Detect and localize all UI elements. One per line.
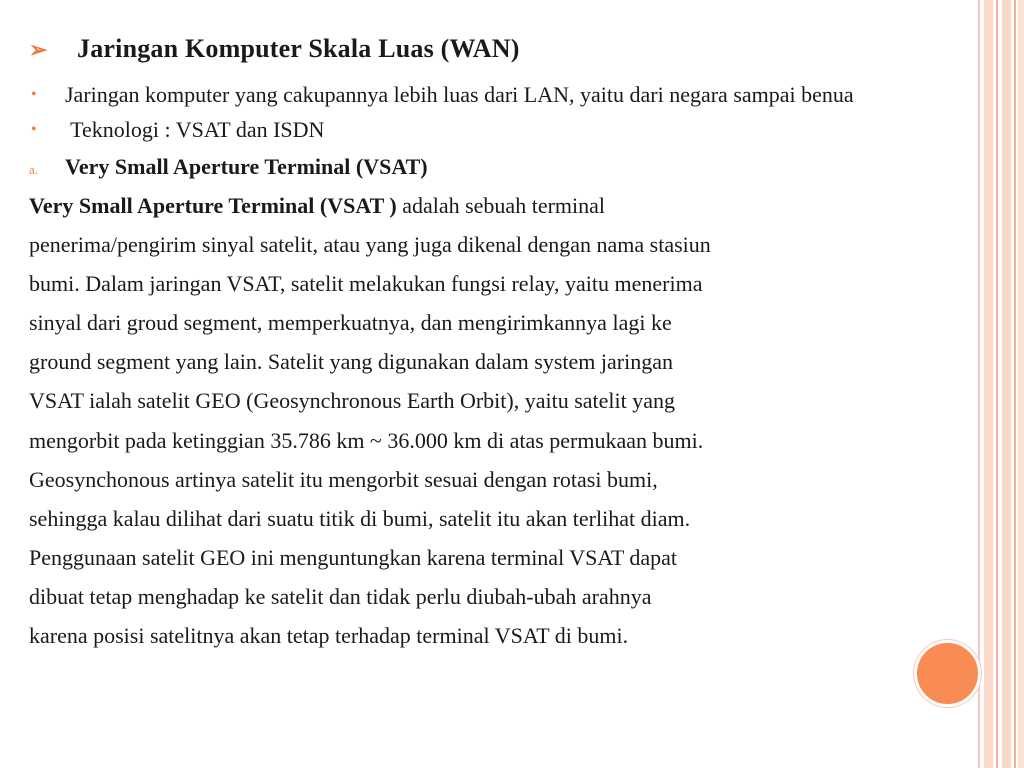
- stripe: [996, 0, 998, 768]
- slide-heading: Jaringan Komputer Skala Luas (WAN): [77, 34, 520, 63]
- paragraph-line: Penggunaan satelit GEO ini menguntungkan karena terminal VSAT dapat: [29, 544, 678, 570]
- paragraph-line: [29, 186, 971, 225]
- paragraph-lead: Very Small Aperture Terminal (VSAT ): [29, 193, 397, 218]
- paragraph-line: Geosynchonous artinya satelit itu mengorbit sesuai dengan rotasi bumi,: [29, 466, 658, 492]
- paragraph-line: ground segment yang lain. Satelit yang digunakan dalam system jaringan: [29, 349, 673, 375]
- bullet-item: [29, 115, 971, 144]
- bullet-text: Jaringan komputer yang cakupannya lebih luas dari LAN, yaitu dari negara sampai benua: [65, 82, 854, 107]
- paragraph-line: karena posisi satelitnya akan tetap terhadap terminal VSAT di bumi.: [29, 623, 629, 649]
- stripe: [1002, 0, 1011, 768]
- stripe: [1018, 0, 1024, 768]
- paragraph-line: penerima/pengirim sinyal satelit, atau yang juga dikenal dengan nama stasiun: [29, 232, 711, 258]
- subheading-row: [29, 152, 971, 184]
- paragraph-line: mengorbit pada ketinggian 35.786 km ~ 36.000 km di atas permukaan bumi.: [29, 427, 704, 453]
- bullet-item: [29, 80, 971, 109]
- paragraph-line: VSAT ialah satelit GEO (Geosynchronous Earth Orbit), yaitu satelit yang: [29, 388, 676, 414]
- stripe: [978, 0, 980, 768]
- body-paragraph: [29, 186, 971, 655]
- arrow-bullet-icon: ➢: [29, 37, 48, 62]
- subheading: Very Small Aperture Terminal (VSAT): [65, 154, 428, 179]
- stripe: [1014, 0, 1016, 768]
- bullet-text: Teknologi : VSAT dan ISDN: [65, 117, 325, 142]
- paragraph-line: bumi. Dalam jaringan VSAT, satelit melakukan fungsi relay, yaitu menerima: [29, 271, 703, 297]
- decorative-stripes: [978, 0, 1024, 768]
- paragraph-line: sehingga kalau dilihat dari suatu titik di bumi, satelit itu akan terlihat diam.: [29, 505, 691, 531]
- bullet-dot-icon: •: [31, 86, 37, 103]
- paragraph-line-text: adalah sebuah terminal: [396, 193, 606, 218]
- heading-row: [29, 34, 971, 74]
- stripe: [984, 0, 993, 768]
- paragraph-line: dibuat tetap menghadap ke satelit dan tidak perlu diubah-ubah arahnya: [29, 583, 652, 609]
- slide-content: [29, 34, 971, 655]
- bullet-dot-icon: •: [31, 121, 37, 138]
- alpha-marker: a.: [29, 162, 39, 177]
- paragraph-line: sinyal dari groud segment, memperkuatnya, dan mengirimkannya lagi ke: [29, 310, 672, 336]
